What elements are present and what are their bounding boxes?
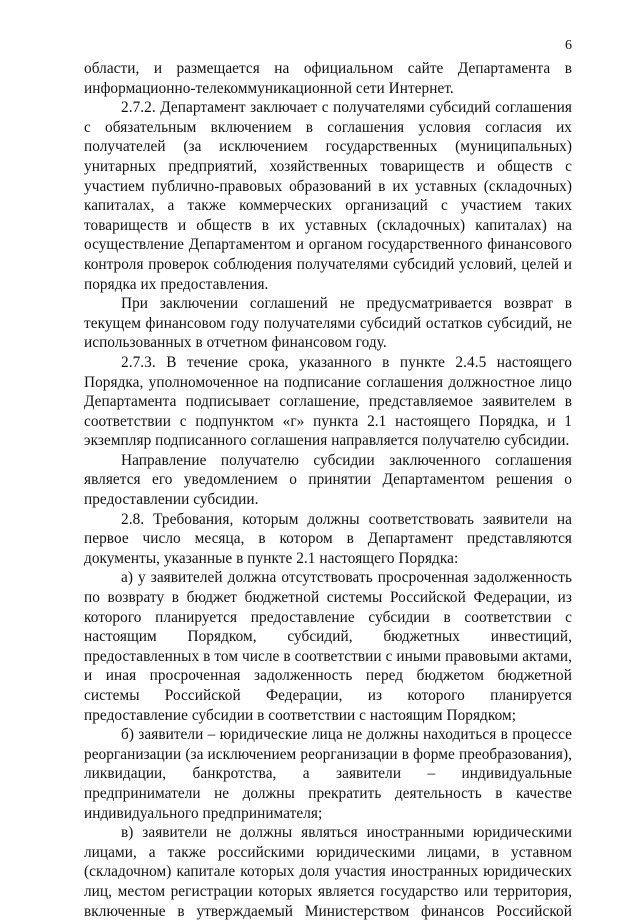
- paragraph: 2.7.2. Департамент заключает с получателями субсидий соглашения с обязательным включением в соглашения условия согласия их получателей (за исключением государственных (муниципальных) унитарных предприятий, хозяйственных товариществ и обществ с участием публично-правовых образований в их уставных (складочных) капиталах, а также коммерческих организаций с участием таких товариществ и обществ в их уставных (складочных) капиталах) на осуществление Департаментом и органом государственного финансового контроля проверок соблюдения получателями субсидий условий, целей и порядка их предоставления.: [84, 99, 572, 293]
- paragraph: При заключении соглашений не предусматривается возврат в текущем финансовом году получателями субсидий остатков субсидий, не использованных в отчетном финансовом году.: [84, 295, 572, 352]
- paragraph: в) заявители не должны являться иностранными юридическими лицами, а также российскими юридическими лицами, в уставном (складочном) капитале которых доля участия иностранных юридических лиц, местом регистрации которых является государство или территория, включенные в утверждаемый Министерством финансов Российской: [84, 824, 572, 920]
- paragraph: 2.7.3. В течение срока, указанного в пункте 2.4.5 настоящего Порядка, уполномоченное на подписание соглашения должностное лицо Департамента подписывает соглашение, представляемое заявителем в соответствии с подпунктом «г» пункта 2.1 настоящего Порядка, и 1 экземпляр подписанного соглашения направляется получателю субсидии.: [84, 353, 572, 450]
- page-number: 6: [565, 38, 572, 53]
- paragraph: Направление получателю субсидии заключенного соглашения является его уведомлением о принятии Департаментом решения о предоставлении субсидии.: [84, 451, 572, 509]
- paragraph: области, и размещается на официальном сайте Департамента в информационно-телекоммуникационной сети Интернет.: [84, 60, 572, 97]
- paragraph: б) заявители – юридические лица не должны находиться в процессе реорганизации (за исключением реорганизации в форме преобразования), ликвидации, банкротства, а заявители – индивидуальные предприниматели не должны прекратить деятельность в качестве индивидуального предпринимателя;: [84, 726, 572, 822]
- paragraph: а) у заявителей должна отсутствовать просроченная задолженность по возврату в бюджет бюджетной системы Российской Федерации, из которого планируется предоставление субсидии в соответствии с настоящим Порядком, субсидий, бюджетных инвестиций, предоставленных в том числе в соответствии с иными правовыми актами, и иная просроченная задолженность перед бюджетом бюджетной системы Российской Федерации, из которого планируется предоставление субсидии в соответствии с настоящим Порядком;: [84, 569, 572, 724]
- paragraph: 2.8. Требования, которым должны соответствовать заявители на первое число месяца, в котором в Департамент представляются документы, указанные в пункте 2.1 настоящего Порядка:: [84, 510, 572, 567]
- document-body: [84, 59, 572, 921]
